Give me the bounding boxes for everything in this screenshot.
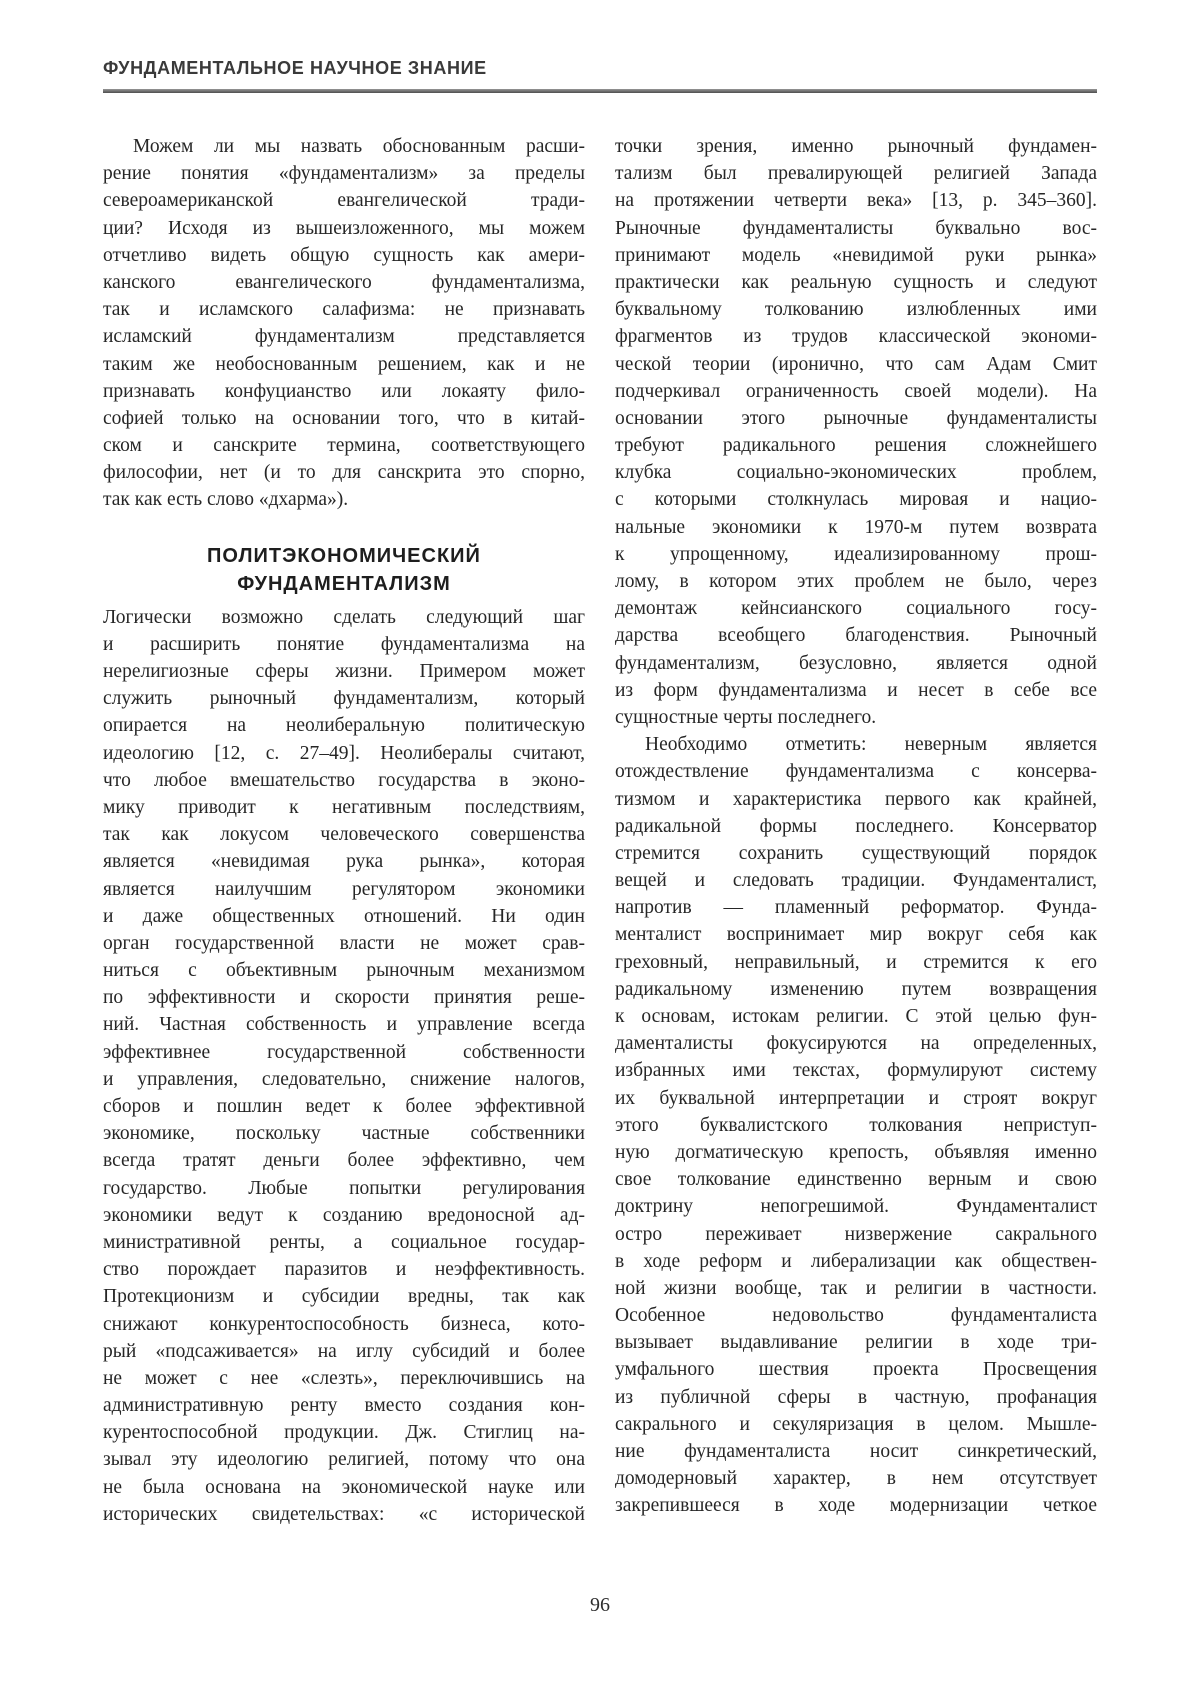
text-line: опирается на неолиберальную политическую xyxy=(103,715,585,737)
text-line: Необходимо отметить: неверным является xyxy=(645,734,1097,756)
text-line: из форм фундаментализма и несет в себе все xyxy=(615,679,1097,701)
text-line: ной жизни вообще, так и религии в частности. xyxy=(615,1277,1097,1299)
text-line: требуют радикального решения сложнейшего xyxy=(615,435,1097,457)
text-line: зывал эту идеологию религией, потому что она xyxy=(103,1449,585,1471)
section-heading xyxy=(103,542,585,598)
text-line: в ходе реформ и либерализации как обществен- xyxy=(615,1250,1097,1272)
text-line: на протяжении четверти века» [13, p. 345–360]. xyxy=(615,190,1097,212)
text-line: практически как реальную сущность и следуют xyxy=(615,271,1097,293)
text-line: сущностные черты последнего. xyxy=(615,706,877,728)
text-line: является наилучшим регулятором экономики xyxy=(103,878,585,900)
text-line: тализм был превалирующей религией Запада xyxy=(615,163,1097,185)
text-line: курентоспособной продукции. Дж. Стиглиц на- xyxy=(103,1422,585,1444)
text-line: нальные экономики к 1970-м путем возврата xyxy=(615,516,1097,538)
text-line: клубка социально-экономических проблем, xyxy=(615,462,1097,484)
text-line: отчетливо видеть общую сущность как амери- xyxy=(103,244,585,266)
text-line: снижают конкурентоспособность бизнеса, кото- xyxy=(103,1313,585,1335)
text-line: мику приводит к негативным последствиям, xyxy=(103,796,585,818)
text-line: ний. Частная собственность и управление всегда xyxy=(103,1014,585,1036)
text-line: орган государственной власти не может срав- xyxy=(103,932,585,954)
section-heading-line: ФУНДАМЕНТАЛИЗМ xyxy=(237,572,451,595)
text-line: не была основана на экономической науке или xyxy=(103,1476,585,1498)
running-head: ФУНДАМЕНТАЛЬНОЕ НАУЧНОЕ ЗНАНИЕ xyxy=(103,58,487,78)
text-line: не может с нее «слезть», переключившись на xyxy=(103,1367,585,1389)
text-line: нерелигиозные сферы жизни. Примером может xyxy=(103,661,585,682)
text-line: буквальному толкованию излюбленных ими xyxy=(615,299,1097,321)
text-line: рение понятия «фундаментализм» за пределы xyxy=(103,163,585,185)
page-number: 96 xyxy=(590,1594,610,1616)
text-line: административную ренту вместо создания кон- xyxy=(103,1395,585,1417)
journal-page xyxy=(103,0,1097,1617)
text-line: ции? Исходя из вышеизложенного, мы можем xyxy=(103,217,585,239)
text-line: министративной ренты, а социальное государ- xyxy=(103,1231,585,1253)
paragraph xyxy=(615,731,1097,1519)
text-line: ство порождает паразитов и неэффективность. xyxy=(103,1259,585,1281)
text-line: исторических свидетельствах: «с исторической xyxy=(103,1503,585,1525)
text-line: и управления, следовательно, снижение налогов, xyxy=(103,1068,585,1090)
page-footer xyxy=(103,1594,1097,1617)
text-line: североамериканской евангелической тради- xyxy=(103,190,585,212)
text-line: Можем ли мы назвать обоснованным расши- xyxy=(133,136,585,157)
text-line: напротив — пламенный реформатор. Фунда- xyxy=(615,897,1097,919)
text-line: ниться с объективным рыночным механизмом xyxy=(103,960,585,982)
text-line: рый «подсаживается» на иглу субсидий и более xyxy=(103,1340,585,1362)
text-line: радикальному изменению путем возвращения xyxy=(615,978,1097,1000)
text-line: признавать конфуцианство или локаяту фило- xyxy=(103,380,585,402)
text-line: умфального шествия проекта Просвещения xyxy=(615,1359,1097,1381)
text-line: отождествление фундаментализма с консерва- xyxy=(615,761,1097,783)
text-line: их буквальной интерпретации и строят вокруг xyxy=(615,1087,1097,1109)
text-line: экономики ведут к созданию вредоносной ад- xyxy=(103,1204,585,1226)
text-line: по эффективности и скорости принятия реше- xyxy=(103,987,585,1009)
text-line: Логически возможно сделать следующий шаг xyxy=(103,606,585,628)
text-line: ние фундаменталиста носит синкретический, xyxy=(615,1441,1097,1462)
text-line: вызывает выдавливание религии в ходе три- xyxy=(615,1332,1097,1354)
text-line: к упрощенному, идеализированному прош- xyxy=(615,543,1097,565)
text-line: фрагментов из трудов классической экономи- xyxy=(615,326,1097,348)
text-line: всегда тратят деньги более эффективно, чем xyxy=(103,1150,585,1172)
text-line: принимают модель «невидимой руки рынка» xyxy=(615,244,1097,266)
text-line: этого буквалистского толкования неприступ- xyxy=(615,1114,1097,1136)
paragraph xyxy=(615,133,1097,731)
section-heading-line: ПОЛИТЭКОНОМИЧЕСКИЙ xyxy=(207,544,481,567)
text-line: идеологию [12, с. 27–49]. Неолибералы считают, xyxy=(103,742,585,764)
page-header xyxy=(103,58,1097,93)
text-line: исламский фундаментализм представляется xyxy=(103,326,585,348)
text-line: фундаментализм, безусловно, является одной xyxy=(615,652,1097,674)
text-line: является «невидимая рука рынка», которая xyxy=(103,851,585,873)
text-line: лому, в котором этих проблем не было, через xyxy=(615,571,1097,592)
text-line: так как есть слово «дхарма»). xyxy=(103,489,349,511)
text-line: дарства всеобщего благоденствия. Рыночный xyxy=(615,625,1097,647)
text-line: и расширить понятие фундаментализма на xyxy=(103,633,585,655)
text-line: философии, нет (и то для санскрита это спорно, xyxy=(103,462,585,484)
text-line: таким же необоснованным решением, как и не xyxy=(103,353,585,375)
text-line: избранных ими текстах, формулируют систему xyxy=(615,1060,1097,1082)
text-line: ческой теории (иронично, что сам Адам Смит xyxy=(615,353,1097,375)
text-line: к основам, истокам религии. С этой целью фун- xyxy=(615,1006,1097,1027)
text-line: эффективнее государственной собственности xyxy=(103,1041,585,1063)
header-rule xyxy=(103,89,1097,93)
text-line: тизмом и характеристика первого как крайней, xyxy=(615,788,1097,810)
text-line: что любое вмешательство государства в эконо- xyxy=(103,769,585,791)
text-line: точки зрения, именно рыночный фундамен- xyxy=(615,136,1097,157)
text-line: радикальной формы последнего. Консерватор xyxy=(615,815,1097,837)
text-line: основании этого рыночные фундаменталисты xyxy=(615,407,1097,429)
text-line: ную догматическую крепость, объявляя именно xyxy=(615,1141,1097,1163)
text-line: Рыночные фундаменталисты буквально вос- xyxy=(615,217,1097,239)
text-line: государство. Любые попытки регулирования xyxy=(103,1177,585,1199)
text-line: остро переживает низвержение сакрального xyxy=(615,1223,1097,1245)
text-line: из публичной сферы в частную, профанация xyxy=(615,1386,1097,1408)
text-line: сакрального и секуляризация в целом. Мышле- xyxy=(615,1413,1097,1435)
text-line: софией только на основании того, что в китай- xyxy=(103,407,585,429)
text-line: канского евангелического фундаментализма, xyxy=(103,271,585,293)
text-line: с которыми столкнулась мировая и нацио- xyxy=(615,489,1097,511)
text-line: служить рыночный фундаментализм, который xyxy=(103,688,585,710)
text-line: греховный, неправильный, и стремится к его xyxy=(615,951,1097,973)
paragraph xyxy=(103,133,585,514)
text-line: вещей и следовать традиции. Фундаменталист, xyxy=(615,870,1097,892)
text-line: свое толкование единственно верным и свою xyxy=(615,1169,1097,1191)
paragraph xyxy=(103,604,585,1528)
text-line: подчеркивал ограниченность своей модели). На xyxy=(615,380,1097,402)
text-line: так как локусом человеческого совершенства xyxy=(103,824,585,846)
text-line: домодерновый характер, в нем отсутствует xyxy=(615,1468,1097,1490)
text-line: менталист воспринимает мир вокруг себя как xyxy=(615,924,1097,946)
text-line: ском и санскрите термина, соответствующего xyxy=(103,435,585,457)
text-line: Протекционизм и субсидии вредны, так как xyxy=(103,1286,585,1308)
text-line: закрепившееся в ходе модернизации четкое xyxy=(615,1495,1097,1517)
text-line: доктрину непогрешимой. Фундаменталист xyxy=(615,1196,1097,1218)
text-column-left xyxy=(103,133,585,1528)
text-line: сборов и пошлин ведет к более эффективной xyxy=(103,1096,585,1117)
text-line: Особенное недовольство фундаменталиста xyxy=(615,1305,1097,1327)
text-line: демонтаж кейнсианского социального госу- xyxy=(615,598,1097,620)
text-column-right xyxy=(615,133,1097,1528)
text-line: даменталисты фокусируются на определенных, xyxy=(615,1033,1097,1055)
text-line: так и исламского салафизма: не признавать xyxy=(103,299,585,321)
text-line: экономике, поскольку частные собственники xyxy=(103,1123,585,1145)
text-line: стремится сохранить существующий порядок xyxy=(615,842,1097,864)
article-body xyxy=(103,133,1097,1528)
text-line: и даже общественных отношений. Ни один xyxy=(103,905,585,927)
